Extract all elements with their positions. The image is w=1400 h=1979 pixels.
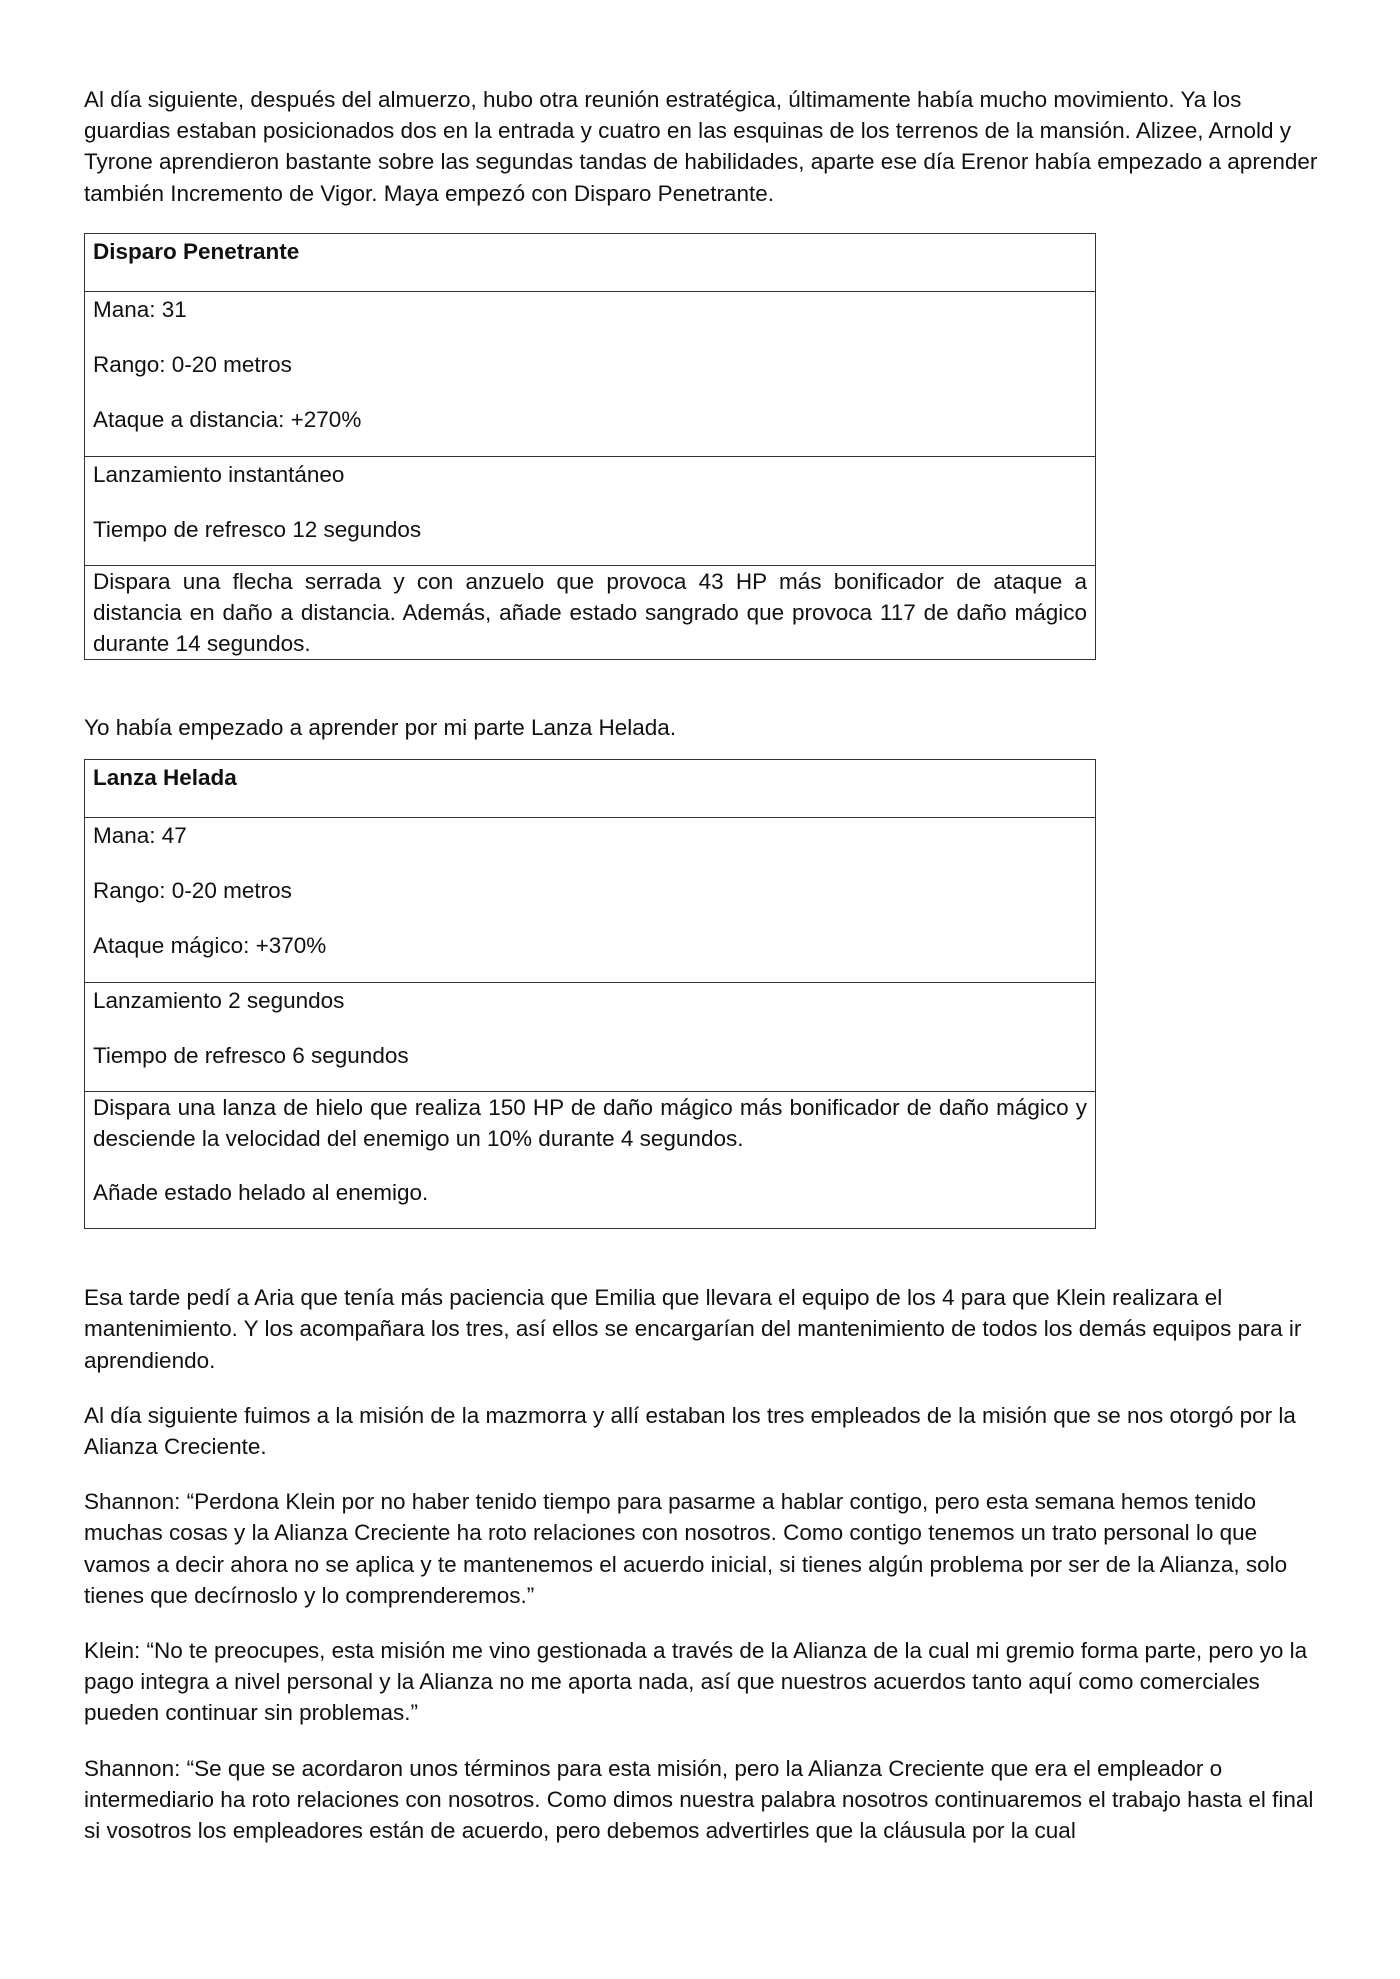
skill-description-extra: Añade estado helado al enemigo. — [93, 1180, 429, 1206]
body-paragraph: Esa tarde pedí a Aria que tenía más paciencia que Emilia que llevara el equipo de los 4 para que Klein realizara el mantenimiento. Y los acompañara los tres, así ellos se encargarían del mantenimiento de todos los demás equipos para ir aprendiendo. — [84, 1285, 1302, 1373]
document-page — [84, 84, 1318, 1870]
skill-cast-cell — [85, 982, 1096, 1091]
skill-range: Rango: 0-20 metros — [93, 351, 292, 377]
skill-stats-cell — [85, 817, 1096, 982]
body-paragraph: Al día siguiente fuimos a la misión de la mazmorra y allí estaban los tres empleados de la misión que se nos otorgó por la Alianza Creciente. — [84, 1402, 1296, 1460]
skill-cast-cell — [85, 456, 1096, 565]
skill-table-disparo-penetrante — [84, 233, 1096, 661]
skill-cast: Lanzamiento instantáneo — [93, 461, 345, 487]
skill-cooldown: Tiempo de refresco 6 segundos — [93, 1042, 409, 1068]
middle-paragraph: Yo había empezado a aprender por mi parte Lanza Helada. — [84, 715, 677, 741]
body-paragraph: Shannon: “Perdona Klein por no haber tenido tiempo para pasarme a hablar contigo, pero esta semana hemos tenido muchas cosas y la Alianza Creciente ha roto relaciones con nosotros. Como contigo tenemos un trato personal lo que vamos a decir ahora no se aplica y te mantenemos el acuerdo inicial, si tienes algún problema por ser de la Alianza, solo tienes que decírnoslo y lo comprenderemos.” — [84, 1489, 1288, 1608]
skill-cast: Lanzamiento 2 segundos — [93, 987, 345, 1013]
skill-description: Dispara una lanza de hielo que realiza 150 HP de daño mágico más bonificador de daño mágico y desciende la velocidad del enemigo un 10% durante 4 segundos. — [93, 1094, 1087, 1151]
skill-name: Lanza Helada — [85, 759, 1096, 817]
intro-paragraph: Al día siguiente, después del almuerzo, hubo otra reunión estratégica, últimamente había mucho movimiento. Ya los guardias estaban posicionados dos en la entrada y cuatro en las esquinas de los terrenos de la mansión. Alizee, Arnold y Tyrone aprendieron bastante sobre las segundas tandas de habilidades, aparte ese día Erenor había empezado a aprender también Incremento de Vigor. Maya empezó con Disparo Penetrante. — [84, 87, 1318, 206]
skill-attack: Ataque a distancia: +270% — [93, 406, 362, 432]
skill-stats-cell — [85, 291, 1096, 456]
body-paragraph: Shannon: “Se que se acordaron unos términos para esta misión, pero la Alianza Creciente que era el empleador o intermediario ha roto relaciones con nosotros. Como dimos nuestra palabra nosotros continuaremos el trabajo hasta el final si vosotros los empleadores están de acuerdo, pero debemos advertirles que la cláusula por la cual — [84, 1755, 1314, 1844]
skill-description-cell — [85, 565, 1096, 660]
skill-attack: Ataque mágico: +370% — [93, 932, 327, 958]
skill-mana: Mana: 31 — [93, 296, 187, 322]
skill-range: Rango: 0-20 metros — [93, 877, 292, 903]
skill-description-cell — [85, 1091, 1096, 1229]
body-paragraph: Klein: “No te preocupes, esta misión me vino gestionada a través de la Alianza de la cual mi gremio forma parte, pero yo la pago integra a nivel personal y la Alianza no me aporta nada, así que nuestros acuerdos tanto aquí como comerciales pueden continuar sin problemas.” — [84, 1638, 1308, 1726]
skill-cooldown: Tiempo de refresco 12 segundos — [93, 516, 422, 542]
skill-table-lanza-helada — [84, 759, 1096, 1230]
skill-mana: Mana: 47 — [93, 822, 187, 848]
skill-name: Disparo Penetrante — [85, 233, 1096, 291]
skill-description: Dispara una flecha serrada y con anzuelo que provoca 43 HP más bonificador de ataque a distancia en daño a distancia. Además, añade estado sangrado que provoca 117 de daño mágico durante 14 segundos. — [93, 568, 1087, 657]
